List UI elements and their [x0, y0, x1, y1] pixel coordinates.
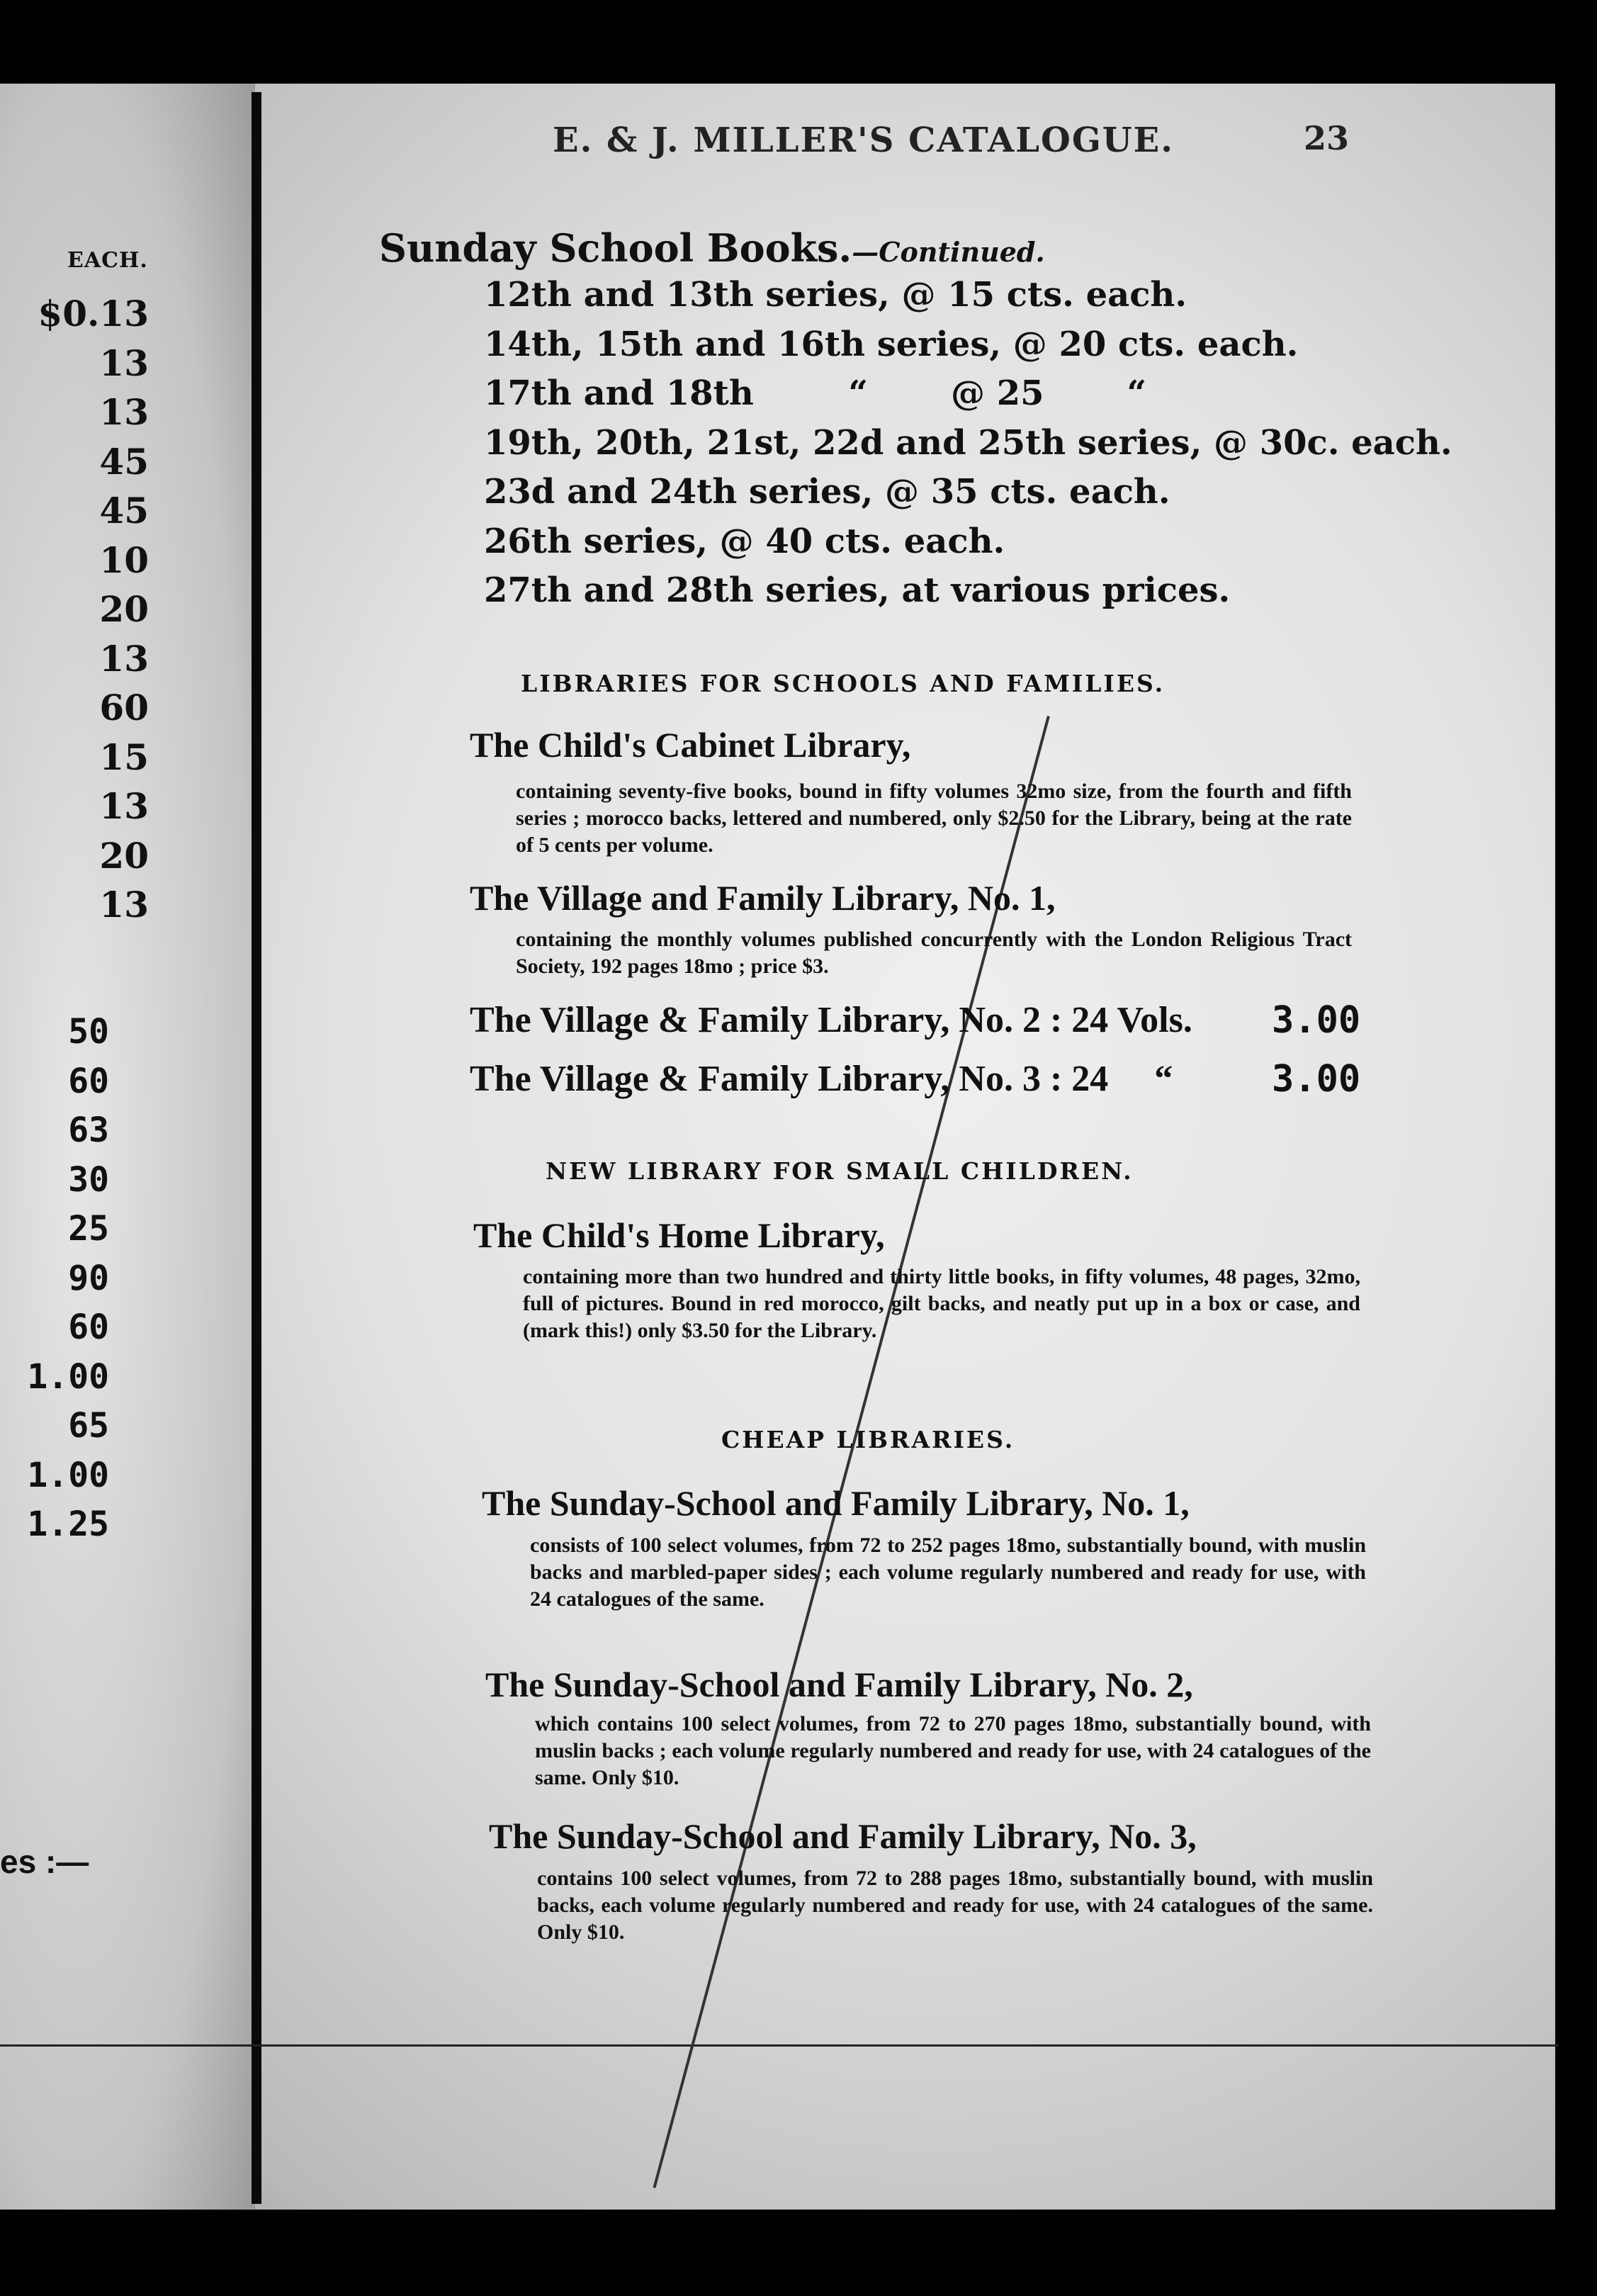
series-list: [484, 271, 1452, 616]
series-line: 14th, 15th and 16th series, @ 20 cts. each.: [484, 324, 1299, 364]
left-price: 45: [99, 490, 149, 531]
small-children-heading: NEW LIBRARY FOR SMALL CHILDREN.: [546, 1157, 1134, 1185]
priced-library-title: The Village & Family Library, No. 2 : 24 Vols.: [470, 1000, 1192, 1040]
left-price: $0.13: [38, 293, 149, 334]
left-price: 65: [68, 1406, 109, 1446]
left-price: 45: [99, 440, 149, 483]
left-price: 90: [68, 1258, 109, 1298]
left-price: 60: [99, 687, 149, 728]
left-price: 13: [99, 391, 149, 433]
cheap-library-title: The Sunday-School and Family Library, No. 3,: [489, 1816, 1197, 1856]
series-line: 19th, 20th, 21st, 22d and 25th series, @ 30c. each.: [484, 422, 1452, 463]
left-price: 20: [99, 588, 149, 630]
priced-library-price: 3.00: [1272, 999, 1361, 1042]
library-description: containing the monthly volumes published concurrently with the London Religious Tract Society, 192 pages 18mo ; price $3.: [516, 928, 1352, 978]
cheap-libraries-heading: CHEAP LIBRARIES.: [721, 1426, 1015, 1453]
cheap-library-description: which contains 100 select volumes, from 72 to 270 pages 18mo, substantially bound, with muslin backs ; each volume regularly numbered and ready for use, with 24 catalogues of the same. Only $10.: [535, 1712, 1371, 1789]
home-library-description: containing more than two hundred and thirty little books, in fifty volumes, 48 pages, 32mo, full of pictures. Bound in red morocco, gilt backs, and neatly put up in a box or case, and (mark this!) only $3.50 for the Library.: [523, 1265, 1360, 1342]
cheap-library-description: consists of 100 select volumes, from 72 to 252 pages 18mo, substantially bound, with muslin backs and marbled-paper sides ; each volume regularly numbered and ready for use, with 24 catalogues of the same.: [530, 1534, 1366, 1611]
cheap-library-title: The Sunday-School and Family Library, No. 2,: [485, 1665, 1193, 1704]
left-price: 30: [68, 1159, 109, 1200]
left-price: 25: [68, 1209, 109, 1249]
libraries-heading: LIBRARIES FOR SCHOOLS AND FAMILIES.: [521, 670, 1166, 697]
priced-library-price: 3.00: [1272, 1058, 1361, 1101]
right-scan-edge: [1555, 84, 1597, 2210]
cheap-library-description: contains 100 select volumes, from 72 to 288 pages 18mo, substantially bound, with muslin backs, each volume regularly numbered and ready for use, with 24 catalogues of the same. Only $10.: [537, 1867, 1373, 1944]
left-price: 1.00: [27, 1455, 109, 1495]
section-title: [379, 225, 1045, 271]
left-price: 60: [68, 1307, 109, 1347]
section-continued: —Continued.: [852, 236, 1045, 268]
library-title: The Child's Cabinet Library,: [470, 725, 911, 765]
series-line: 12th and 13th series, @ 15 cts. each.: [484, 275, 1187, 315]
series-line: 17th and 18th “ @ 25 “: [484, 373, 1147, 413]
library-title: The Village and Family Library, No. 1,: [470, 878, 1056, 918]
left-price: 13: [99, 637, 149, 680]
running-head: E. & J. MILLER'S CATALOGUE.: [553, 120, 1174, 160]
left-price: 13: [99, 785, 149, 827]
library-description: containing seventy-five books, bound in fifty volumes 32mo size, from the fourth and fifth series ; morocco backs, lettered and numbered, only $2.50 for the Library, being at the rate of 5 cents per volume.: [516, 780, 1352, 857]
left-column-header: EACH.: [67, 248, 148, 273]
left-price: 60: [68, 1061, 109, 1101]
home-library-title: The Child's Home Library,: [473, 1215, 885, 1255]
priced-library-title: The Village & Family Library, No. 3 : 24 “: [470, 1059, 1173, 1099]
left-price: 20: [99, 834, 149, 877]
cheap-library-title: The Sunday-School and Family Library, No. 1,: [482, 1483, 1190, 1523]
left-price: 10: [99, 539, 149, 581]
left-prices-top: [38, 289, 149, 930]
left-price: 15: [99, 736, 149, 778]
left-price: 13: [99, 884, 149, 925]
series-line: 23d and 24th series, @ 35 cts. each.: [484, 472, 1170, 512]
left-price: 1.00: [27, 1356, 109, 1397]
page-number: 23: [1304, 119, 1350, 157]
left-price: 13: [99, 342, 149, 384]
section-title-text: Sunday School Books.: [379, 225, 852, 271]
bottom-rule: [0, 2044, 1559, 2047]
left-prices-bottom: [27, 1008, 109, 1550]
left-price: 63: [68, 1110, 109, 1150]
book-gutter: [252, 92, 261, 2204]
series-line: 26th series, @ 40 cts. each.: [484, 521, 1005, 561]
left-price: 50: [68, 1012, 109, 1052]
series-line: 27th and 28th series, at various prices.: [484, 570, 1231, 610]
left-trailing-text: es :—: [0, 1843, 89, 1880]
left-price: 1.25: [27, 1504, 109, 1544]
